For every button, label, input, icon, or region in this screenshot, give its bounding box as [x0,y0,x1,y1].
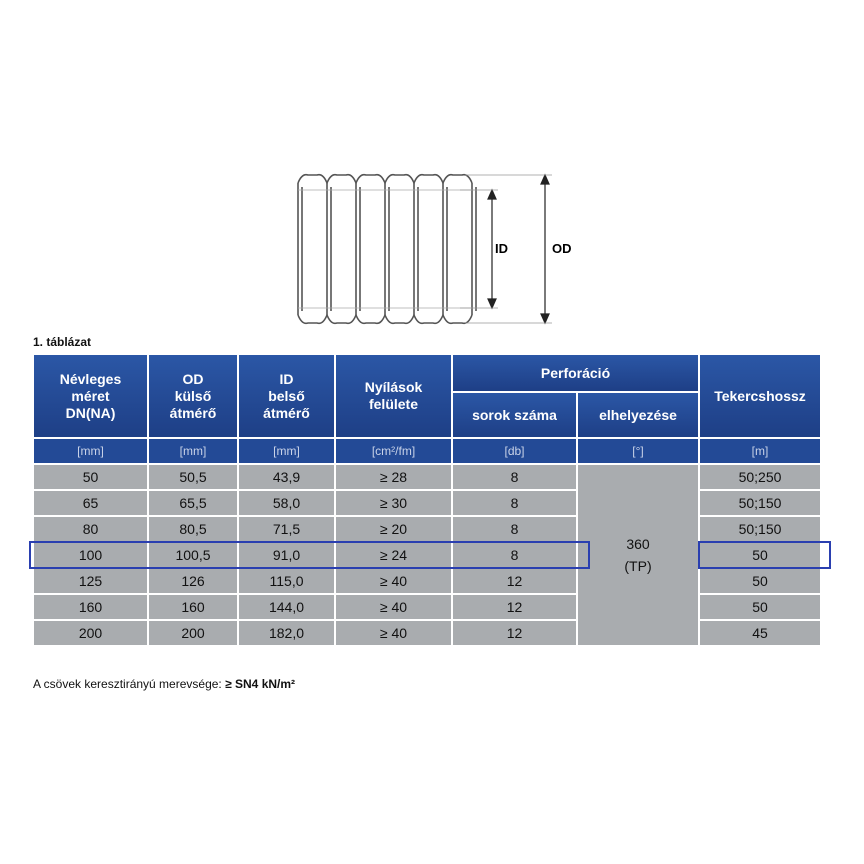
unit-cell: [mm] [34,439,147,463]
od-cell: 80,5 [149,517,237,541]
stiffness-note: A csövek keresztirányú merevsége: ≥ SN4 kN/m² [33,677,296,691]
od-label: OD [552,241,572,256]
table-caption: 1. táblázat [33,335,92,349]
unit-cell: [mm] [239,439,334,463]
highlight-box-row [29,541,590,569]
id-cell: 144,0 [239,595,334,619]
nominal-cell: 80 [34,517,147,541]
coil-length-cell: 45 [700,621,820,645]
id-dimension-line [460,190,498,308]
nominal-cell: 200 [34,621,147,645]
openings-cell: ≥ 28 [336,465,451,489]
od-cell: 50,5 [149,465,237,489]
header-nominal-size: Névleges méret DN(NA) [34,355,147,437]
corrugated-pipe-outline [298,175,476,324]
coil-length-cell: 50;250 [700,465,820,489]
id-cell: 43,9 [239,465,334,489]
openings-cell: ≥ 30 [336,491,451,515]
nominal-cell: 100 [34,543,147,567]
stiffness-value: ≥ SN4 kN/m² [225,677,296,691]
id-cell: 115,0 [239,569,334,593]
pipe-profile-diagram [290,165,590,335]
table-row [34,595,820,619]
table-row [34,491,820,515]
openings-cell: ≥ 40 [336,621,451,645]
id-cell: 58,0 [239,491,334,515]
coil-length-cell: 50;150 [700,517,820,541]
header-placement: elhelyezése [578,393,698,437]
unit-cell: [mm] [149,439,237,463]
unit-cell: [db] [453,439,576,463]
unit-cell: [cm²/fm] [336,439,451,463]
header-openings-area: Nyílások felülete [336,355,451,437]
table-row [34,569,820,593]
pipe-spec-table [32,353,822,647]
header-inner-diameter: ID belső átmérő [239,355,334,437]
coil-length-cell: 50 [700,595,820,619]
openings-cell: ≥ 20 [336,517,451,541]
id-cell: 182,0 [239,621,334,645]
unit-cell: [m] [700,439,820,463]
highlight-box-coil [698,541,831,569]
od-cell: 126 [149,569,237,593]
placement-merged-cell: 360 (TP) [578,465,698,645]
table-row [34,465,820,489]
nominal-cell: 160 [34,595,147,619]
rows-count-cell: 8 [453,465,576,489]
coil-length-cell: 50 [700,569,820,593]
table-row [34,517,820,541]
od-dimension-line [465,175,552,323]
coil-length-cell: 50;150 [700,491,820,515]
header-rows-count: sorok száma [453,393,576,437]
rows-count-cell: 8 [453,491,576,515]
table-row [34,621,820,645]
header-outer-diameter: OD külső átmérő [149,355,237,437]
od-cell: 160 [149,595,237,619]
nominal-cell: 125 [34,569,147,593]
rows-count-cell: 12 [453,621,576,645]
nominal-cell: 50 [34,465,147,489]
openings-cell: ≥ 40 [336,569,451,593]
rows-count-cell: 8 [453,543,576,567]
id-label: ID [495,241,508,256]
header-perforation: Perforáció [453,355,698,391]
nominal-cell: 65 [34,491,147,515]
header-coil-length: Tekercshossz [700,355,820,437]
od-cell: 65,5 [149,491,237,515]
openings-cell: ≥ 24 [336,543,451,567]
od-cell: 100,5 [149,543,237,567]
od-cell: 200 [149,621,237,645]
openings-cell: ≥ 40 [336,595,451,619]
unit-cell: [°] [578,439,698,463]
id-cell: 91,0 [239,543,334,567]
id-cell: 71,5 [239,517,334,541]
rows-count-cell: 12 [453,595,576,619]
coil-length-cell: 50 [700,543,820,567]
rows-count-cell: 8 [453,517,576,541]
rows-count-cell: 12 [453,569,576,593]
